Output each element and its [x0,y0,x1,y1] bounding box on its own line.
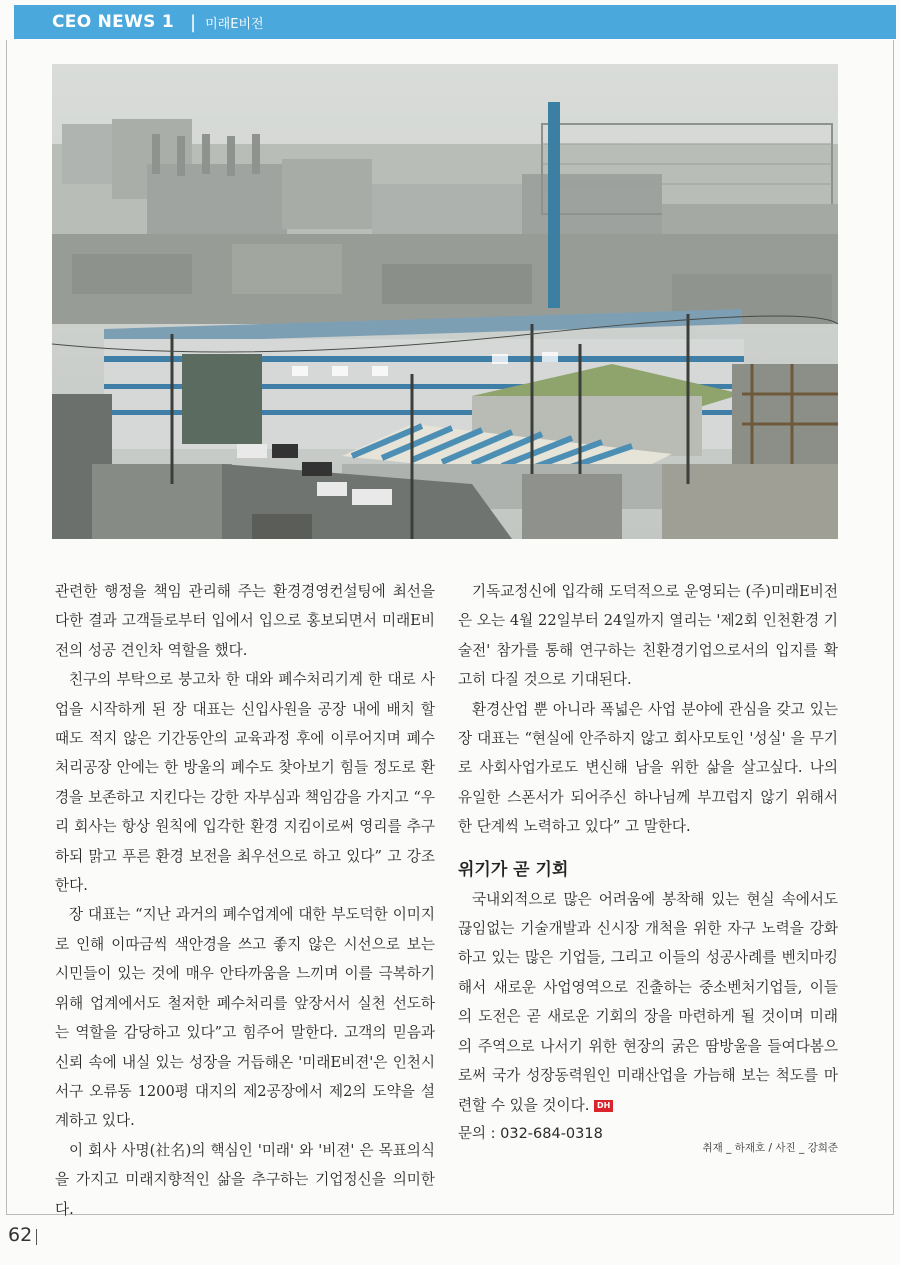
factory-photo-illustration [52,64,838,539]
article-column-right [458,577,838,1149]
contact-info: 문의 : 032-684-0318 [458,1125,603,1142]
byline-credit: 취재 _ 하재호 / 사진 _ 강희준 [702,1142,838,1154]
end-mark-badge: DH [594,1100,613,1112]
series-title: CEO NEWS 1 [52,12,175,32]
article-column-left [55,577,435,1224]
factory-aerial-photo [52,64,838,539]
article-subheading: 위기가 곧 기회 [458,859,569,880]
article-paragraph [458,885,838,1120]
article-paragraph: 기독교정신에 입각해 도덕적으로 운영되는 (주)미래E비전은 오는 4월 22일부터 24일까지 열리는 '제2회 인천환경 기술전' 참가를 통해 연구하는 친환경기업으로서의 입지를 확고히 다질 것으로 기대된다. [458,583,838,689]
section-title: 미래E비전 [205,16,264,32]
closing-paragraph-text: 국내외적으로 많은 어려움에 봉착해 있는 현실 속에서도 끊임없는 기술개발과 신시장 개척을 위한 자구 노력을 강화하고 있는 많은 기업들, 그리고 이들의 성공사례를 벤치마킹해서 새로운 사업영역으로 진출하는 중소벤처기업들, 이들의 도전은 곧 새로운 기회의 장을 마련하게 될 것이며 미래의 주역으로 나서기 위한 현장의 굵은 땀방울을 들여다봄으로써 국가 성장동력원인 미래산업을 가늠해 보는 척도를 마련할 수 있을 것이다. [458,890,838,1114]
article-paragraph: 이 회사 사명(社名)의 핵심인 '미래' 와 '비젼' 은 목표의식을 가지고 미래지향적인 삶을 추구하는 기업정신을 의미한다. [55,1141,435,1218]
article-paragraph: 장 대표는 “지난 과거의 폐수업계에 대한 부도덕한 이미지로 인해 이따금씩 색안경을 쓰고 좋지 않은 시선으로 보는 시민들이 있는 것에 매우 안타까움을 느끼며 이를 극복하기 위해 업계에서도 철저한 폐수처리를 앞장서서 실천 선도하는 역할을 감당하고 있다”고 힘주어 말한다. 고객의 믿음과 신뢰 속에 내실 있는 성장을 거듭해온 '미래E비젼'은 인천시 서구 오류동 1200평 대지의 제2공장에서 제2의 도약을 설계하고 있다. [55,906,435,1130]
page-number: 62 [8,1224,33,1246]
article-paragraph: 관련한 행정을 책임 관리해 주는 환경경영컨설팅에 최선을 다한 결과 고객들로부터 입에서 입으로 홍보되면서 미래E비전의 성공 견인차 역할을 했다. [55,583,435,659]
article-paragraph: 환경산업 뿐 아니라 폭넓은 사업 분야에 관심을 갖고 있는 장 대표는 “현실에 안주하지 않고 회사모토인 '성실' 을 무기로 사회사업가로도 변신해 남을 위한 삶을 살고싶다. 나의 유일한 스폰서가 되어주신 하나님께 부끄럽지 않기 위해서 한 단계씩 노력하고 있다” 고 말한다. [458,700,838,836]
page-number-divider [36,1229,37,1245]
article-paragraph: 친구의 부탁으로 붕고차 한 대와 폐수처리기계 한 대로 사업을 시작하게 된 장 대표는 신입사원을 공장 내에 배치 할 때도 적지 않은 기간동안의 교육과정 후에 이루어지며 폐수처리공장 안에는 한 방울의 폐수도 찾아보기 힘들 정도로 환경을 보존하고 지킨다는 강한 자부심과 책임감을 가지고 “우리 회사는 항상 원칙에 입각한 환경 지킴이로써 영리를 추구하되 맑고 푸른 환경 보전을 최우선으로 하고 있다” 고 강조한다. [55,671,435,895]
section-header [14,5,896,39]
header-separator: | [190,11,197,33]
